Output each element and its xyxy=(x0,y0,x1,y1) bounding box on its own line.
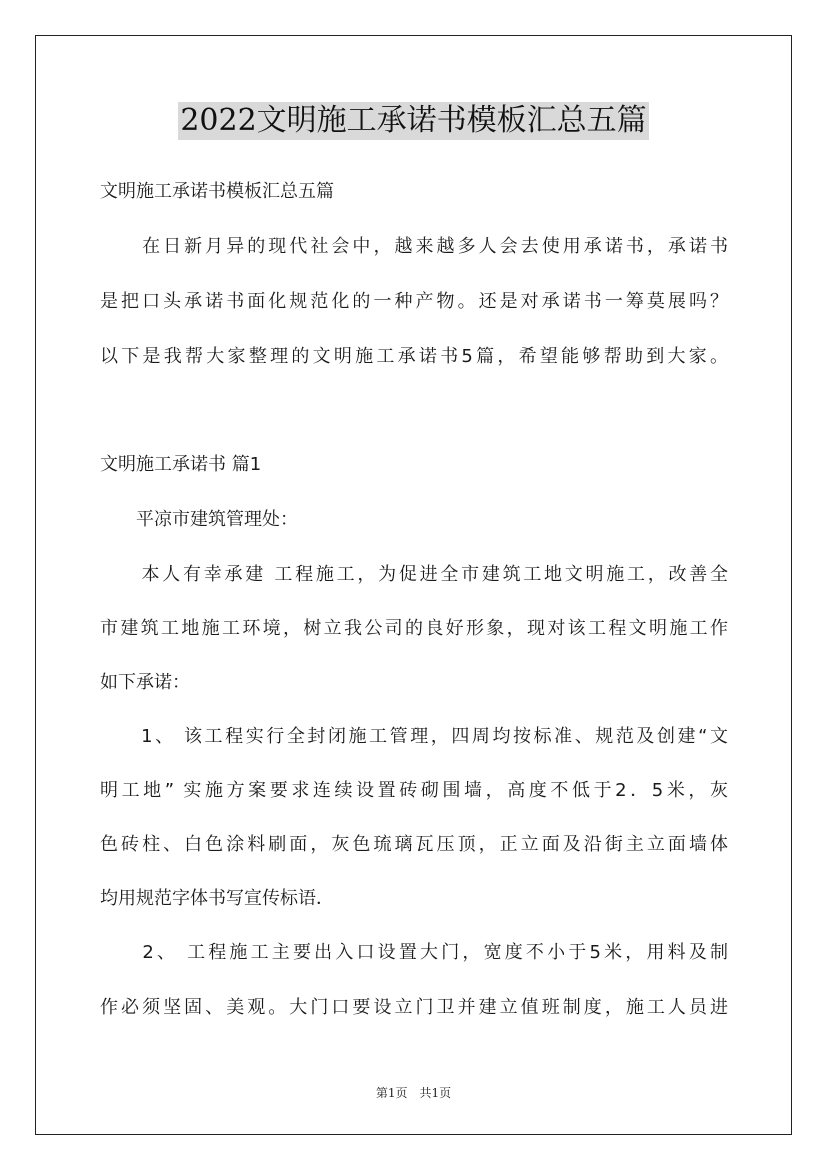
section-heading: 文明施工承诺书 篇1 xyxy=(100,454,262,475)
body-line: 明工地” 实施方案要求连续设置砖砌围墙，高度不低于2．5米，灰 xyxy=(100,780,728,801)
intro-line: 在日新月异的现代社会中，越来越多人会去使用承诺书，承诺书 xyxy=(100,236,728,257)
body-line: 均用规范字体书写宣传标语． xyxy=(100,888,334,909)
intro-line: 是把口头承诺书面化规范化的一种产物。还是对承诺书一筹莫展吗？ xyxy=(100,291,728,312)
document-subtitle: 文明施工承诺书模板汇总五篇 xyxy=(100,181,334,202)
body-line: 市建筑工地施工环境，树立我公司的良好形象，现对该工程文明施工作 xyxy=(100,618,728,639)
document-title: 2022文明施工承诺书模板汇总五篇 xyxy=(180,103,647,138)
body-line: 1、 该工程实行全封闭施工管理，四周均按标准、规范及创建“文 xyxy=(100,726,728,747)
salutation: 平凉市建筑管理处： xyxy=(100,509,298,530)
body-line: 2、 工程施工主要出入口设置大门，宽度不小于5米，用料及制 xyxy=(100,942,728,963)
page-footer: 第1页 共1页 xyxy=(375,1086,452,1100)
body-line: 本人有幸承建 工程施工，为促进全市建筑工地文明施工，改善全 xyxy=(100,564,728,585)
intro-line: 以下是我帮大家整理的文明施工承诺书5篇，希望能够帮助到大家。 xyxy=(100,346,728,367)
body-line: 色砖柱、白色涂料刷面，灰色琉璃瓦压顶，正立面及沿街主立面墙体 xyxy=(100,834,728,855)
title-container xyxy=(0,102,827,140)
body-line: 作必须坚固、美观。大门口要设立门卫并建立值班制度，施工人员进 xyxy=(100,997,728,1018)
body-line: 如下承诺： xyxy=(100,672,190,693)
